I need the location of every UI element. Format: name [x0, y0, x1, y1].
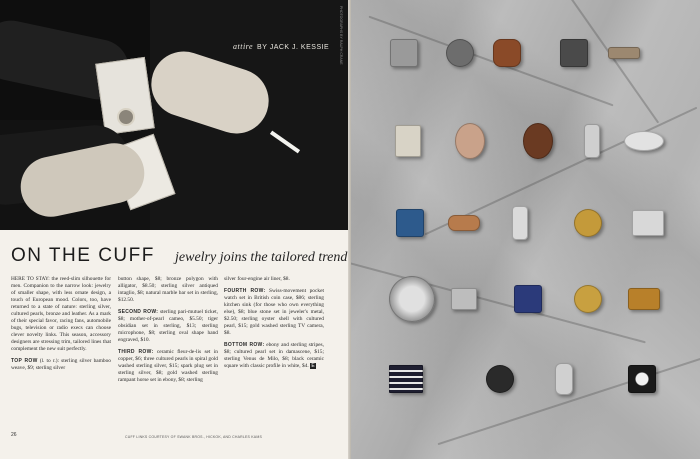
engraved-oval-cufflink-icon [624, 131, 664, 151]
rampant-horse-cufflink-icon [574, 209, 602, 237]
page-number: 26 [11, 432, 17, 438]
top-row-text: (l. to r.): sterling silver bamboo weave, $9; sterling silver [11, 358, 111, 371]
bamboo-weave-cufflink-icon [390, 39, 418, 67]
photo-credit: PHOTOGRAPHS BY RALPH CRANE [339, 6, 343, 65]
byline [233, 42, 329, 51]
antiqued-intaglio-cufflink-icon [560, 39, 588, 67]
pearl-damascene-cufflink-icon [486, 365, 514, 393]
bottom-row-text: ebony and sterling stripes, $8; cultured pearl set in damascene, $15; sterling Venus de Milo, $8; black ceramic square with classic profile in white, $4. [224, 342, 324, 369]
third-row-continued: silver four-engine air liner, $8. [224, 276, 290, 282]
classic-profile-cufflink-icon [628, 365, 656, 393]
intro-paragraph: HERE TO STAY: the reed-slim silhouette for men. Companion to the narrow look: jewelry of smaller shape, with less ornate design, a touch of European mood. Colors, too, have returned to a state of nature: sterling silver, cultured pearls, bronze and leather. As a mark of their special favor, racing fans, automobile bugs, television or radio execs can choose clever novelty links. This season, accessory designers are stressing trim, tailored lines that complement the new suit perfectly. [11, 276, 111, 352]
top-row-label: TOP ROW [11, 358, 38, 364]
ebony-stripes-cufflink-icon [389, 365, 423, 393]
bottom-row-label: BOTTOM ROW: [224, 342, 265, 348]
text-column-2 [118, 276, 218, 389]
left-page [0, 0, 348, 459]
fourth-row-paragraph [224, 288, 324, 337]
product-credit: CUFF LINKS COURTESY OF SWANK BROS., HICKOK, AND CHARLES KAMS [125, 435, 262, 439]
marble-photo-page [351, 0, 700, 459]
third-row-paragraph [118, 349, 218, 384]
blue-stone-cufflink-icon [514, 285, 542, 313]
cuff-photo [0, 0, 348, 230]
second-row-text: sterling pari-mutuel ticket, $8; mother-of-pearl cameo, $5.50; tiger obsidian set in sterling, $13; sterling microphone, $8; sterling oval shape hand engraved, $10. [118, 309, 218, 343]
bronze-polygon-cufflink-icon [493, 39, 521, 67]
venus-de-milo-cufflink-icon [555, 363, 573, 395]
top-row-paragraph [11, 358, 111, 372]
top-row-continued: button shape, $8; bronze polygon with alligator, $8.50; sterling silver antiqued intaglio, $8; natural marble bar set in sterling, $12.50. [118, 276, 218, 303]
byline-author: BY JACK J. KESSIE [257, 44, 330, 51]
spark-plug-cufflink-icon [512, 206, 528, 240]
fourth-row-text: Swiss-movement pocket watch set in British coin case, $86; sterling kitchen sink (for those who own everything else), $8; blue stone set in jeweler's metal, $2.50; sterling oyster shell with cultured pearl, $15; gold washed sterling TV camera, $8. [224, 288, 324, 336]
pocket-watch-coin-cufflink-icon [389, 276, 435, 322]
second-row-paragraph [118, 309, 218, 344]
fleur-de-lis-cufflink-icon [396, 209, 424, 237]
article-title: ON THE CUFF [11, 245, 155, 266]
pearl-cameo-cufflink-icon [455, 123, 485, 159]
article-subtitle: jewelry joins the tailored trend [175, 250, 348, 265]
text-column-3 [224, 276, 324, 375]
fourth-row-label: FOURTH ROW: [224, 288, 266, 294]
air-liner-cufflink-icon [632, 210, 664, 236]
byline-kicker: attire [233, 42, 254, 51]
kitchen-sink-cufflink-icon [451, 288, 477, 310]
text-column-1 [11, 276, 111, 377]
marble-bar-cufflink-icon [608, 47, 640, 59]
tiger-obsidian-cufflink-icon [523, 123, 553, 159]
end-mark: E [311, 363, 315, 369]
third-row-text: ceramic fleur-de-lis set in copper, $6; three cultured pearls in spiral gold washed sterling silver, $15; spark plug set in sterling silver, $8; gold washed sterling rampant horse set in ebony, $8; sterling [118, 349, 218, 383]
pari-mutuel-ticket-cufflink-icon [395, 125, 421, 157]
bottom-row-paragraph [224, 342, 324, 370]
tv-camera-cufflink-icon [628, 288, 660, 310]
button-shape-cufflink-icon [446, 39, 474, 67]
microphone-cufflink-icon [584, 124, 600, 158]
second-row-label: SECOND ROW: [118, 309, 159, 315]
third-row-label: THIRD ROW: [118, 349, 154, 355]
spiral-pearls-cufflink-icon [448, 215, 480, 231]
oyster-shell-pearl-cufflink-icon [574, 285, 602, 313]
